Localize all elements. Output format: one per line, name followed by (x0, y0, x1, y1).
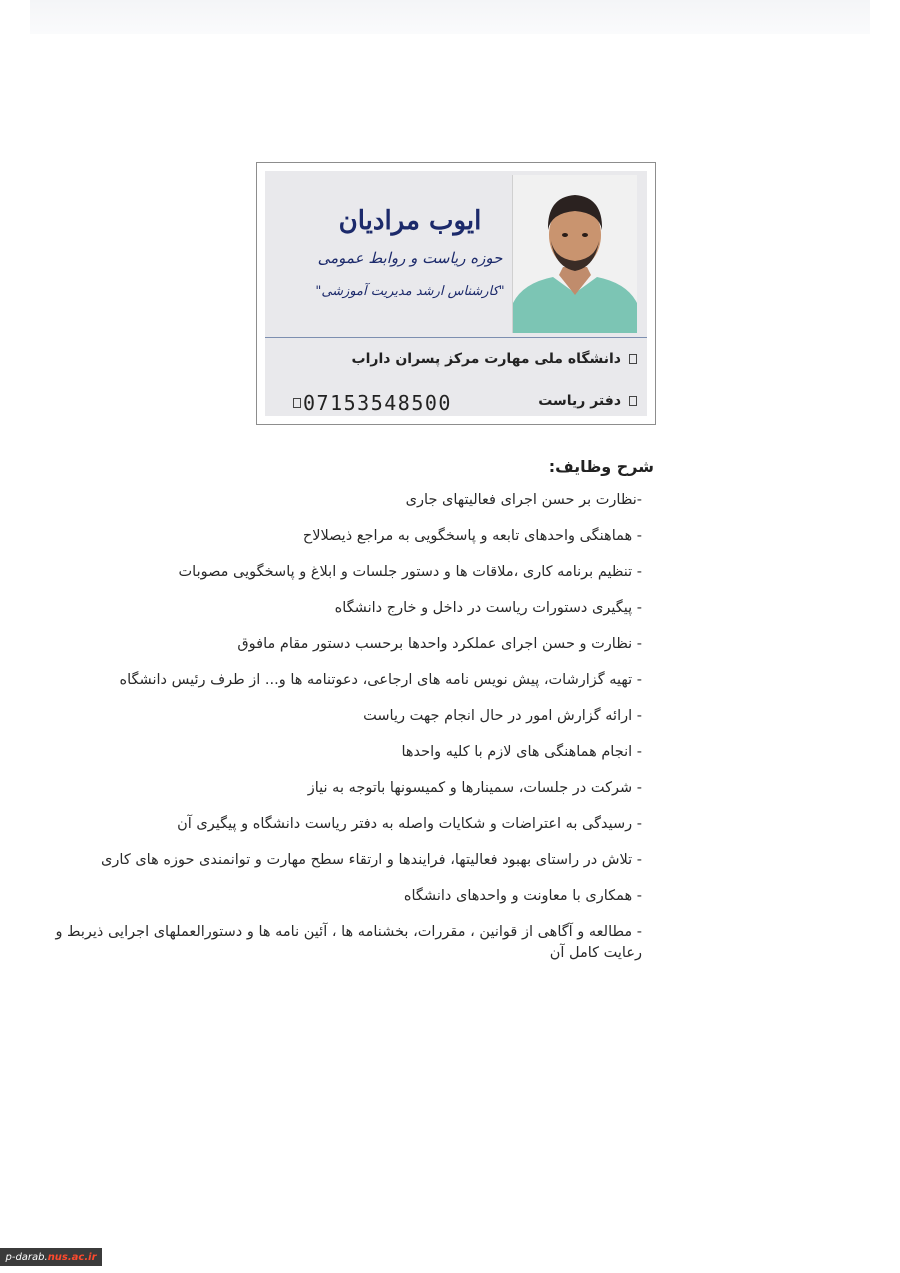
watermark-domain: nus.ac.ir (47, 1251, 97, 1263)
duty-item: - انجام هماهنگی های لازم با کلیه واحدها (401, 744, 642, 760)
duty-item: - ارائه گزارش امور در حال انجام جهت ریاست (363, 708, 642, 724)
phone-text: 07153548500 (303, 391, 452, 415)
watermark-prefix: p-darab. (5, 1251, 48, 1263)
office-name: دفتر ریاست (538, 393, 621, 409)
duty-item: - تهیه گزارشات، پیش نویس نامه های ارجاعی، دعوتنامه ها و... از طرف رئیس دانشگاه (119, 672, 642, 688)
checkbox-glyph-icon (629, 396, 637, 406)
duty-item: - همکاری با معاونت و واحدهای دانشگاه (403, 888, 642, 904)
checkbox-glyph-icon (629, 354, 637, 364)
person-name: ایوب مرادیان (338, 206, 482, 236)
duty-item: - شرکت در جلسات، سمینارها و کمیسونها باتوجه به نیاز (307, 780, 642, 796)
phone-number (293, 391, 452, 415)
duty-item: - تنظیم برنامه کاری ،ملاقات ها و دستور جلسات و ابلاغ و پاسخگویی مصوبات (178, 564, 642, 580)
duty-item: -نظارت بر حسن اجرای فعالیتهای جاری (405, 492, 642, 508)
person-degree: "کارشناس ارشد مدیریت آموزشی" (315, 284, 505, 299)
name-block (295, 201, 525, 309)
card-divider (265, 337, 647, 338)
duty-item: - پیگیری دستورات ریاست در داخل و خارج دانشگاه (334, 600, 642, 616)
duties-list (22, 490, 642, 964)
site-watermark (0, 1248, 102, 1266)
university-line (352, 351, 637, 367)
card-background (265, 171, 647, 416)
duty-item: - رسیدگی به اعتراضات و شکایات واصله به دفتر ریاست دانشگاه و پیگیری آن (177, 816, 642, 832)
top-band (30, 0, 870, 34)
person-role: حوزه ریاست و روابط عمومی (317, 249, 503, 267)
profile-photo (512, 175, 637, 333)
duty-item: - تلاش در راستای بهبود فعالیتها، فرایندها و ارتقاء سطح مهارت و توانمندی حوزه های کاری (101, 852, 642, 868)
phone-box-icon (293, 398, 301, 408)
university-name: دانشگاه ملی مهارت مرکز پسران داراب (351, 351, 621, 367)
duty-item: - هماهنگی واحدهای تابعه و پاسخگویی به مراجع ذیصلالاح (302, 528, 642, 544)
business-card (256, 162, 656, 425)
duties-title: شرح وظایف: (548, 457, 654, 476)
duty-item: - نظارت و حسن اجرای عملکرد واحدها برحسب دستور مقام مافوق (237, 636, 642, 652)
office-line (538, 393, 637, 409)
duty-item: - مطالعه و آگاهی از قوانین ، مقررات، بخشنامه ها ، آئین نامه ها و دستورالعملهای اجرایی ذیربط و رعایت کامل آن (55, 924, 642, 961)
